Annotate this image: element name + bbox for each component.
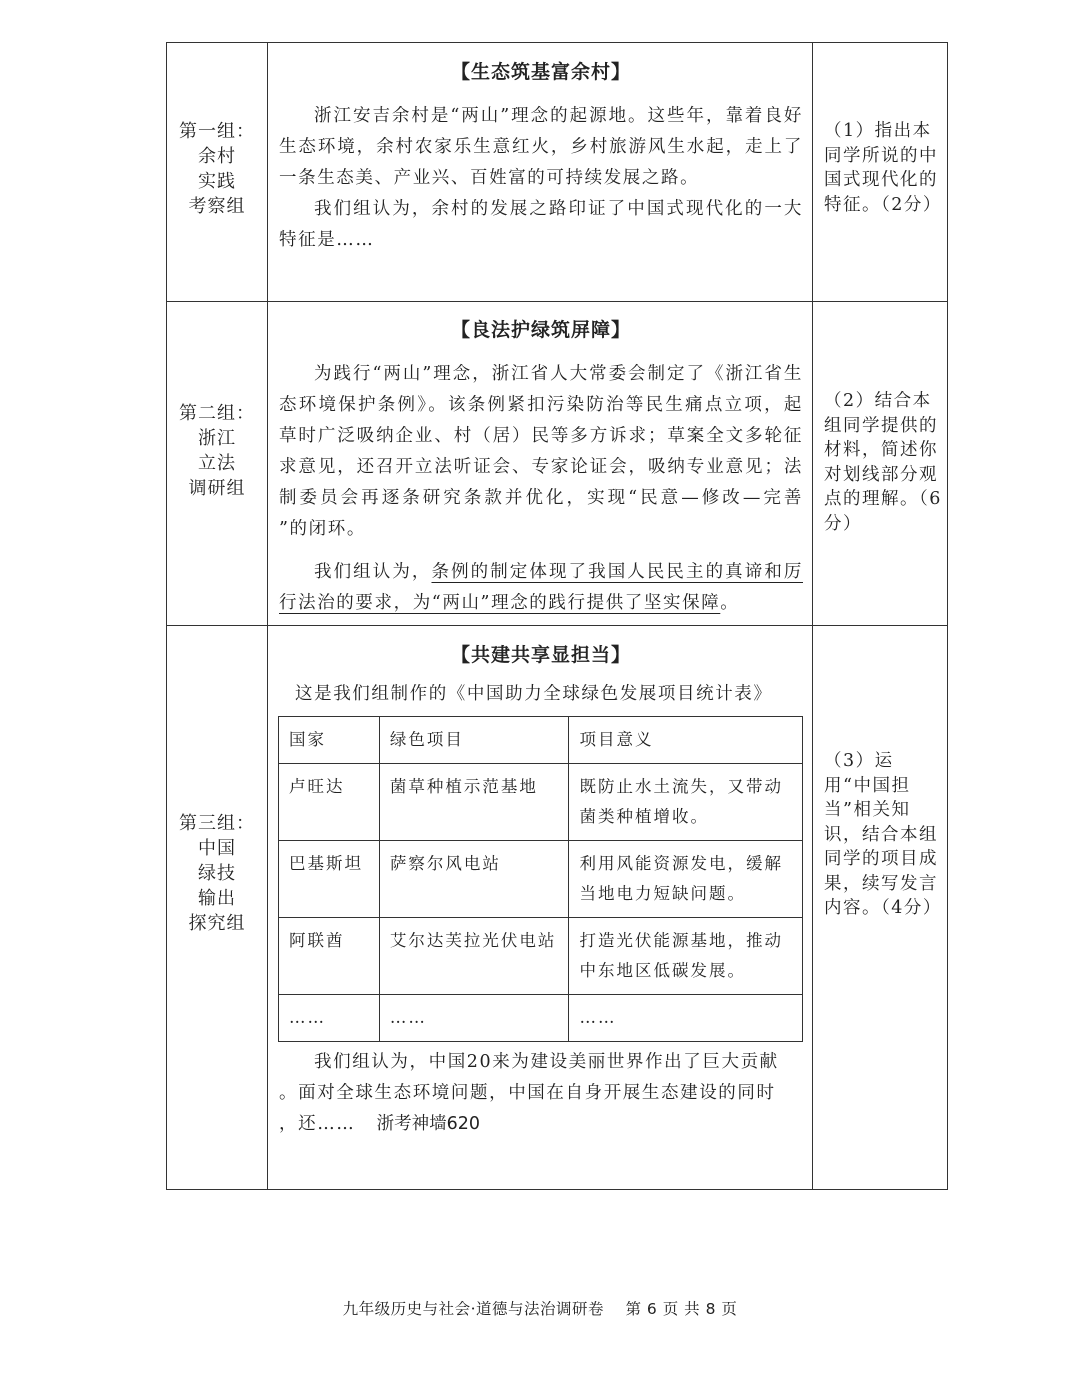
column-divider-1 — [267, 43, 268, 1189]
group-3-label-line: 绿技 — [198, 863, 236, 884]
group-1-conclusion: 我们组认为，余村的发展之路印证了中国式现代化的一大特征是…… — [279, 199, 803, 250]
table-header-cell: 绿色项目 — [379, 717, 569, 764]
group-3-conclusion-line-2: 。面对全球生态环境问题，中国在自身开展生态建设的同时 — [279, 1083, 776, 1103]
group-1-content — [279, 57, 803, 256]
group-2-title: 【良法护绿筑屏障】 — [450, 319, 631, 341]
question-3: （3）运用“中国担当”相关知识，结合本组同学的项目成果，续写发言内容。（4分） — [824, 751, 942, 918]
table-row — [279, 841, 803, 918]
underlined-viewpoint: 条例的制定体现了我国人民民主的真谛和厉行法治的要求，为“两山”理念的践行提供了坚实保障 — [279, 562, 803, 613]
question-1: （1）指出本同学所说的中国式现代化的特征。（2分） — [824, 121, 942, 215]
group-2-label — [167, 401, 267, 501]
footer-total-pages: 8 — [705, 1300, 716, 1318]
group-3-label — [167, 811, 267, 936]
group-3-label-line: 探究组 — [188, 913, 246, 934]
footer-page-prefix: 第 — [625, 1300, 642, 1318]
table-cell: 阿联酋 — [279, 918, 380, 995]
table-cell: 打造光伏能源基地，推动中东地区低碳发展。 — [569, 918, 803, 995]
footer-page-suffix: 页 — [721, 1300, 738, 1318]
question-2: （2）结合本组同学提供的材料，简述你对划线部分观点的理解。（6分） — [824, 391, 942, 534]
group-3-label-line: 第三组： — [179, 813, 255, 834]
group-1-label — [167, 119, 267, 219]
table-cell: …… — [379, 995, 569, 1042]
group-3-label-line: 中国 — [198, 838, 236, 859]
group-3-content — [279, 640, 803, 710]
group-2-conclusion — [279, 557, 803, 619]
group-2-label-line: 第二组： — [179, 403, 255, 424]
page-footer — [0, 1297, 1080, 1319]
table-cell: 艾尔达芙拉光伏电站 — [379, 918, 569, 995]
column-divider-2 — [812, 43, 813, 1189]
group-2-label-line: 浙江 — [198, 428, 236, 449]
table-cell: 卢旺达 — [279, 764, 380, 841]
group-1-label-line: 考察组 — [188, 196, 246, 217]
footer-subject: 九年级历史与社会·道德与法治调研卷 — [342, 1300, 605, 1318]
group-3-intro: 这是我们组制作的《中国助力全球绿色发展项目统计表》 — [295, 684, 773, 704]
row-divider-1 — [167, 301, 947, 302]
conclusion-prefix: 我们组认为， — [314, 562, 432, 582]
group-2-label-line: 调研组 — [188, 478, 246, 499]
table-row — [279, 918, 803, 995]
group-1-title: 【生态筑基富余村】 — [450, 61, 631, 83]
group-3-conclusion — [279, 1047, 803, 1140]
table-cell: 菌草种植示范基地 — [379, 764, 569, 841]
table-header-cell: 国家 — [279, 717, 380, 764]
table-cell: 巴基斯坦 — [279, 841, 380, 918]
table-cell: 既防止水土流失，又带动菌类种植增收。 — [569, 764, 803, 841]
group-1-label-line: 余村 — [198, 146, 236, 167]
table-row — [279, 764, 803, 841]
group-3-label-line: 输出 — [198, 888, 236, 909]
group-1-label-line: 第一组： — [179, 121, 255, 142]
group-2-paragraph: 为践行“两山”理念，浙江省人大常委会制定了《浙江省生态环境保护条例》。该条例紧扣污染防治等民生痛点立项，起草时广泛吸纳企业、村（居）民等多方诉求；草案全文多轮征求意见，还召开立法听证会、专家论证会，吸纳专业意见；法制委员会再逐条研究条款并优化，实现“民意—修改—完善 ”的闭环。 — [279, 364, 803, 539]
group-1-label-line: 实践 — [198, 171, 236, 192]
watermark-text: 浙考神墙620 — [376, 1114, 480, 1134]
table-header-row — [279, 717, 803, 764]
group-2-content — [279, 315, 803, 619]
table-cell: 萨察尔风电站 — [379, 841, 569, 918]
group-2-label-line: 立法 — [198, 453, 236, 474]
table-row — [279, 995, 803, 1042]
table-cell: 利用风能资源发电，缓解当地电力短缺问题。 — [569, 841, 803, 918]
row-divider-2 — [167, 625, 947, 626]
footer-page-mid: 页 共 — [662, 1300, 701, 1318]
group-3-title: 【共建共享显担当】 — [450, 644, 631, 666]
group-3-conclusion-line-3 — [279, 1109, 803, 1140]
conclusion-suffix: 。 — [720, 593, 740, 613]
question-table — [166, 42, 948, 1190]
group-3-conclusion-line-1: 我们组认为，中国20来为建设美丽世界作出了巨大贡献 — [314, 1052, 779, 1072]
group-1-paragraph: 浙江安吉余村是“两山”理念的起源地。这些年，靠着良好生态环境，余村农家乐生意红火，乡村旅游风生水起，走上了一条生态美、产业兴、百姓富的可持续发展之路。 — [279, 106, 803, 188]
table-cell: …… — [569, 995, 803, 1042]
table-header-cell: 项目意义 — [569, 717, 803, 764]
green-projects-table — [278, 716, 803, 1042]
footer-page-number: 6 — [646, 1300, 658, 1318]
group-3-conclusion-end: ，还…… — [279, 1114, 356, 1134]
table-cell: …… — [279, 995, 380, 1042]
